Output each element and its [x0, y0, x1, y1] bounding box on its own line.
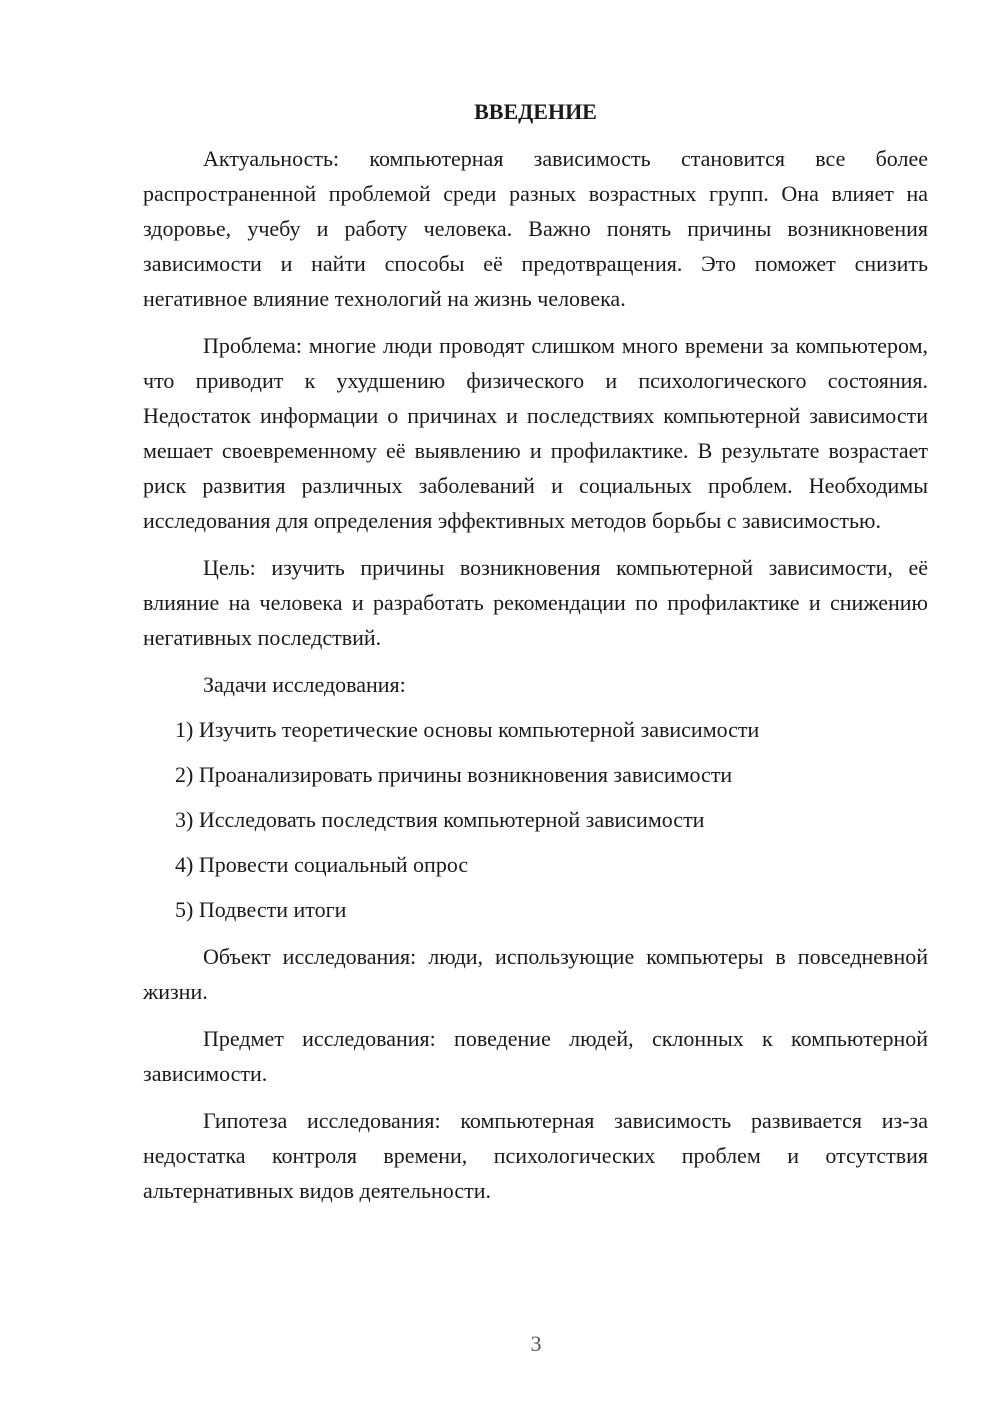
subject-paragraph: Предмет исследования: поведение людей, склонных к компьютерной зависимости.	[143, 1026, 928, 1086]
list-item: 4) Провести социальный опрос	[175, 852, 469, 877]
list-item: 3) Исследовать последствия компьютерной зависимости	[175, 807, 705, 832]
list-item: 2) Проанализировать причины возникновения зависимости	[175, 762, 733, 787]
relevance-paragraph: Актуальность: компьютерная зависимость становится все более распространенной проблемой среди разных возрастных групп. Она влияет на здоровье, учебу и работу человека. Важно понять причины возникновения зависимости и найти способы её предотвращения. Это поможет снизить негативное влияние технологий на жизнь человека.	[143, 146, 928, 311]
object-paragraph: Объект исследования: люди, использующие компьютеры в повседневной жизни.	[143, 944, 928, 1004]
page-number: 3	[530, 1331, 542, 1356]
goal-paragraph: Цель: изучить причины возникновения компьютерной зависимости, её влияние на человека и разработать рекомендации по профилактике и снижению негативных последствий.	[143, 555, 928, 650]
tasks-list	[143, 712, 928, 927]
list-item: 1) Изучить теоретические основы компьютерной зависимости	[175, 717, 760, 742]
section-title: ВВЕДЕНИЕ	[474, 99, 597, 124]
list-item: 5) Подвести итоги	[175, 897, 347, 922]
page-body	[143, 94, 928, 1220]
problem-paragraph: Проблема: многие люди проводят слишком много времени за компьютером, что приводит к ухудшению физического и психологического состояния. Недостаток информации о причинах и последствиях компьютерной зависимости мешает своевременному её выявлению и профилактике. В результате возрастает риск развития различных заболеваний и социальных проблем. Необходимы исследования для определения эффективных методов борьбы с зависимостью.	[143, 333, 928, 533]
tasks-heading: Задачи исследования:	[203, 672, 406, 697]
hypothesis-paragraph: Гипотеза исследования: компьютерная зависимость развивается из-за недостатка контроля времени, психологических проблем и отсутствия альтернативных видов деятельности.	[143, 1108, 928, 1203]
